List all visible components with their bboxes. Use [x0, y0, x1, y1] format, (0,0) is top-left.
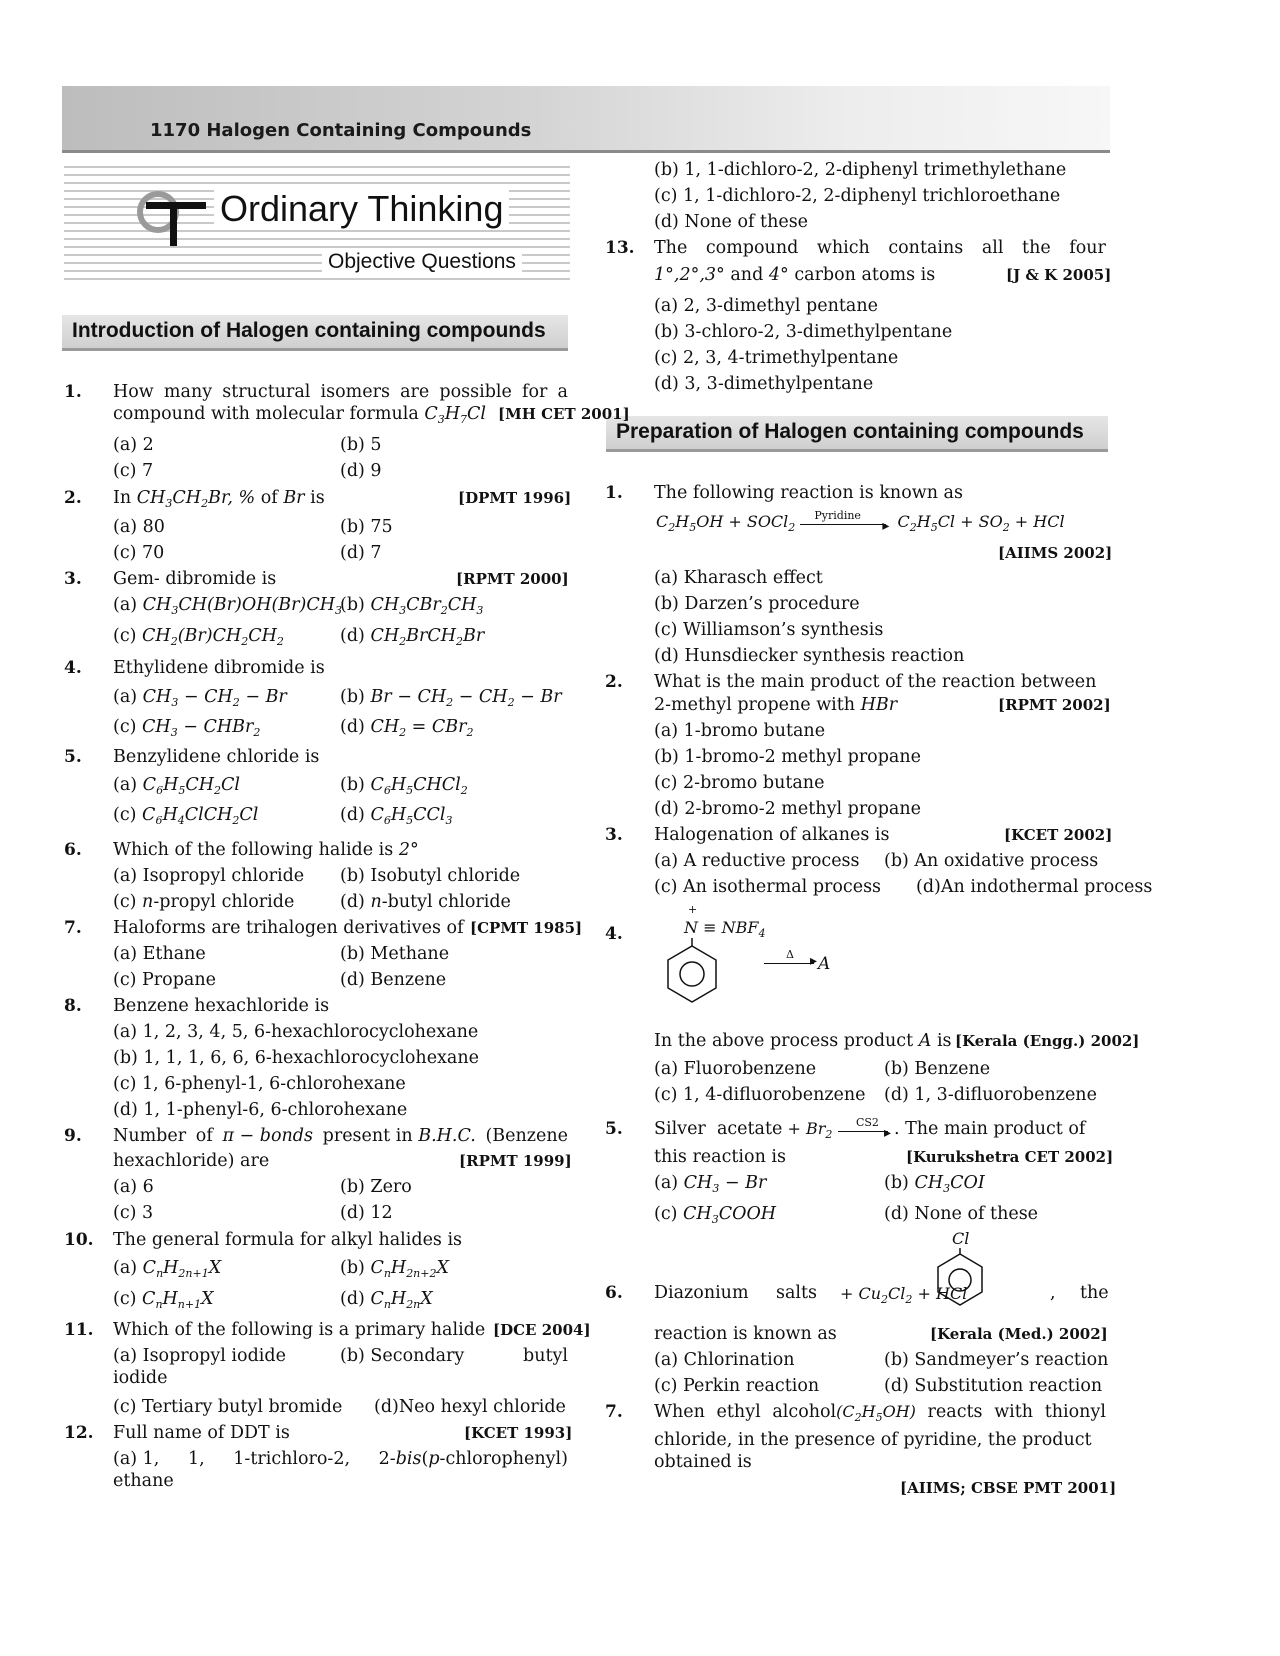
question-number: 4.: [605, 924, 623, 944]
question-number: 7.: [605, 1402, 623, 1422]
reaction-equation: $C_2H_5OH$ + SOCl$_2$ Pyridine ▸ $C_2H_5Cl + SO_2$ + HCl: [656, 508, 1065, 534]
question-text: ,: [1050, 1283, 1056, 1303]
option: (b) $Br - CH_2 - CH_2 - Br$: [340, 687, 562, 709]
option: (c) 2, 3, 4-trimethylpentane: [654, 348, 899, 368]
reagent: $N \equiv NBF_4$: [684, 918, 766, 940]
question-text: 1°,2°,3° and 4° carbon atoms is: [654, 265, 936, 285]
option: (a) 6: [113, 1177, 154, 1197]
option: (c) $CH_3COOH$: [654, 1204, 777, 1226]
question-text: The following reaction is known as: [654, 483, 963, 503]
question-text: hexachloride) are: [113, 1151, 270, 1171]
option: (b) Isobutyl chloride: [340, 866, 521, 886]
option: (b) Sandmeyer’s reaction: [884, 1350, 1109, 1370]
question-text: Full name of DDT is: [113, 1423, 290, 1443]
question-number: 6.: [64, 840, 82, 860]
question-source: [RPMT 2002]: [998, 696, 1111, 714]
question-number: 9.: [64, 1126, 82, 1146]
question-number: 10.: [64, 1230, 94, 1250]
question-text: 2-methyl propene with HBr: [654, 695, 898, 715]
question-source: [DPMT 1996]: [458, 489, 572, 507]
option: (d) Benzene: [340, 970, 447, 990]
option: (b) 3-chloro-2, 3-dimethylpentane: [654, 322, 953, 342]
question-number: 12.: [64, 1423, 94, 1443]
option: (b) 75: [340, 517, 393, 537]
question-source: [CPMT 1985]: [470, 919, 583, 937]
option: (d) None of these: [884, 1204, 1039, 1224]
option: (a) 1, 1, 1-trichloro-2, 2-bis(p-chlorophenyl): [113, 1449, 568, 1469]
question-number: 7.: [64, 918, 82, 938]
option: (d) $CH_2 = CBr_2$: [340, 717, 474, 739]
option: (a) 1, 2, 3, 4, 5, 6-hexachlorocyclohexane: [113, 1022, 479, 1042]
question-text: Benzene hexachloride is: [113, 996, 330, 1016]
option: (a) $CH_3CH(Br)OH(Br)CH_3$: [113, 595, 342, 617]
question-text: Haloforms are trihalogen derivatives of: [113, 918, 464, 938]
option: (a) Isopropyl iodide: [113, 1346, 286, 1366]
question-source: [Kerala (Engg.) 2002]: [955, 1032, 1140, 1050]
option: (c) $C_nH_{n+1}X$: [113, 1289, 214, 1311]
question-text: Halogenation of alkanes is: [654, 825, 890, 845]
question-text: When ethyl $alcohol(C_2H_5OH)$ reacts with thionyl: [654, 1402, 1106, 1424]
option: (c) n-propyl chloride: [113, 892, 295, 912]
option: (a) 1-bromo butane: [654, 721, 826, 741]
question-text: What is the main product of the reaction between: [654, 672, 1097, 692]
question-number: 1.: [64, 382, 82, 402]
question-number: 5.: [605, 1119, 623, 1139]
question-number: 6.: [605, 1283, 623, 1303]
question-text: Ethylidene dibromide is: [113, 658, 325, 678]
page-header-title: 1170 Halogen Containing Compounds: [150, 120, 532, 141]
question-source: [RPMT 2000]: [456, 570, 569, 588]
question-number: 8.: [64, 996, 82, 1016]
question-text: Number of π − bonds present in B.H.C. (Benzene: [113, 1126, 568, 1146]
question-number: 3.: [605, 825, 623, 845]
question-text: Which of the following is a primary halide: [113, 1320, 486, 1340]
option: (d) None of these: [654, 212, 809, 232]
ot-logo-icon: [130, 188, 220, 258]
question-source: [RPMT 1999]: [459, 1152, 572, 1170]
question-text: reaction is known as: [654, 1324, 837, 1344]
question-text: Silver acetate + $Br_2$ CS2 ▸ . The main product of: [654, 1115, 1086, 1141]
question-text: Which of the following halide is 2°: [113, 840, 419, 860]
question-source: [Kerala (Med.) 2002]: [930, 1325, 1108, 1343]
question-number: 11.: [64, 1320, 94, 1340]
option: (d) Hunsdiecker synthesis reaction: [654, 646, 965, 666]
option: (d) 2-bromo-2 methyl propane: [654, 799, 921, 819]
question-number: 3.: [64, 569, 82, 589]
option: (b) $CH_3CBr_2CH_3$: [340, 595, 484, 617]
reaction-arrow: CS2 ▸: [838, 1120, 894, 1140]
option: (a) Ethane: [113, 944, 206, 964]
question-text: How many structural isomers are possible for a: [113, 382, 568, 402]
option: (d)Neo hexyl chloride: [374, 1397, 566, 1417]
option: (c) An isothermal process: [654, 877, 882, 897]
option: (a) 2, 3-dimethyl pentane: [654, 296, 878, 316]
option: (c) Perkin reaction: [654, 1376, 820, 1396]
option: (a) 2: [113, 435, 154, 455]
question-source: [Kurukshetra CET 2002]: [906, 1148, 1114, 1166]
option: (b) Darzen’s procedure: [654, 594, 860, 614]
option: (a) A reductive process: [654, 851, 860, 871]
question-text: salts: [776, 1283, 818, 1303]
option: (c) 1, 4-difluorobenzene: [654, 1085, 866, 1105]
option: (b) $C_6H_5CHCl_2$: [340, 775, 468, 797]
option: (d)An indothermal process: [916, 877, 1153, 897]
question-source: [AIIMS 2002]: [998, 544, 1113, 562]
option: (b) An oxidative process: [884, 851, 1099, 871]
option: (c) Propane: [113, 970, 216, 990]
substituent-label: Cl: [952, 1229, 970, 1248]
option: (b) Secondary butyl: [340, 1346, 568, 1366]
option: (d) n-butyl chloride: [340, 892, 511, 912]
option: (c) $CH_2(Br)CH_2CH_2$: [113, 626, 284, 648]
option: (a) Fluorobenzene: [654, 1059, 817, 1079]
option: (b) $C_nH_{2n+2}X$: [340, 1258, 449, 1280]
option: (c) $CH_3$ − CHBr$_2$: [113, 717, 261, 739]
option: (b) Benzene: [884, 1059, 991, 1079]
option: (c) Williamson’s synthesis: [654, 620, 884, 640]
question-number: 2.: [64, 488, 82, 508]
question-text: The compound which contains all the four: [654, 238, 1106, 258]
option: (c) 2-bromo butane: [654, 773, 825, 793]
question-text: the: [1080, 1283, 1109, 1303]
option: (a) $CH_3 - CH_2 - Br$: [113, 687, 287, 709]
option: (c) 3: [113, 1203, 154, 1223]
reaction-arrow: Δ ▸: [764, 950, 830, 972]
option: (d) Substitution reaction: [884, 1376, 1103, 1396]
option: (a) Isopropyl chloride: [113, 866, 305, 886]
option: (d) 1, 1-phenyl-6, 6-chlorohexane: [113, 1100, 408, 1120]
product-label: A: [818, 954, 831, 974]
option: (d) $C_nH_{2n}X$: [340, 1289, 433, 1311]
option: (d) 3, 3-dimethylpentane: [654, 374, 874, 394]
option: (a) Chlorination: [654, 1350, 795, 1370]
question-source: [KCET 1993]: [464, 1424, 573, 1442]
option: (b) 5: [340, 435, 382, 455]
question-text: chloride, in the presence of pyridine, the product: [654, 1430, 1092, 1450]
option: (d) 9: [340, 461, 382, 481]
question-source: [KCET 2002]: [1004, 826, 1113, 844]
section-heading-preparation: Preparation of Halogen containing compounds: [606, 416, 1108, 452]
option: (c) $C_6H_4ClCH_2Cl$: [113, 805, 259, 827]
question-number: 4.: [64, 658, 82, 678]
question-source: [DCE 2004]: [493, 1321, 591, 1339]
option: (a) Kharasch effect: [654, 568, 823, 588]
option: (b) 1-bromo-2 methyl propane: [654, 747, 921, 767]
question-text: compound with molecular formula $C_3H_7Cl$: [113, 404, 487, 426]
question-number: 5.: [64, 747, 82, 767]
option: (c) Tertiary butyl bromide: [113, 1397, 343, 1417]
option: (b) $CH_3COI$: [884, 1173, 985, 1195]
option: (a) 80: [113, 517, 165, 537]
question-text: In $CH_3CH_2Br$, % of Br is: [113, 488, 325, 510]
option: (d) 12: [340, 1203, 393, 1223]
banner-title: Ordinary Thinking: [214, 188, 509, 230]
option: (c) 1, 6-phenyl-1, 6-chlorohexane: [113, 1074, 406, 1094]
question-text: Gem- dibromide is: [113, 569, 277, 589]
option: (d) $CH_2BrCH_2Br$: [340, 626, 485, 648]
option: (d) $C_6H_5CCl_3$: [340, 805, 453, 827]
option: (a) $C_6H_5CH_2Cl$: [113, 775, 240, 797]
benzene-ring-icon: [660, 938, 724, 1004]
question-text: In the above process product A is: [654, 1031, 952, 1051]
option: iodide: [113, 1368, 168, 1388]
question-number: 1.: [605, 483, 623, 503]
question-source: [AIIMS; CBSE PMT 2001]: [900, 1479, 1117, 1497]
question-text: Benzylidene chloride is: [113, 747, 320, 767]
question-text: this reaction is: [654, 1147, 786, 1167]
option: (a) $CH_3 - Br$: [654, 1173, 767, 1195]
charge-sign: +: [688, 903, 698, 916]
question-source: [MH CET 2001]: [498, 405, 630, 423]
option: (a) $C_nH_{2n+1}X$: [113, 1258, 222, 1280]
question-text: Diazonium: [654, 1283, 749, 1303]
reagent: + $Cu_2Cl_2$ + HCl: [840, 1284, 968, 1306]
question-text: The general formula for alkyl halides is: [113, 1230, 463, 1250]
question-number: 13.: [605, 238, 635, 258]
option: (c) 70: [113, 543, 165, 563]
reaction-arrow: Pyridine ▸: [800, 513, 892, 533]
option: (d) 1, 3-difluorobenzene: [884, 1085, 1097, 1105]
option: (b) 1, 1, 1, 6, 6, 6-hexachlorocyclohexane: [113, 1048, 479, 1068]
banner-subtitle: Objective Questions: [322, 250, 522, 274]
option: ethane: [113, 1471, 174, 1491]
option: (c) 7: [113, 461, 154, 481]
option: (d) 7: [340, 543, 382, 563]
section-heading-intro: Introduction of Halogen containing compounds: [62, 315, 568, 351]
question-text: obtained is: [654, 1452, 752, 1472]
option: (b) Zero: [340, 1177, 412, 1197]
question-number: 2.: [605, 672, 623, 692]
question-source: [J & K 2005]: [1006, 266, 1112, 284]
option: (c) 1, 1-dichloro-2, 2-diphenyl trichloroethane: [654, 186, 1061, 206]
option: (b) Methane: [340, 944, 450, 964]
option: (b) 1, 1-dichloro-2, 2-diphenyl trimethylethane: [654, 160, 1067, 180]
